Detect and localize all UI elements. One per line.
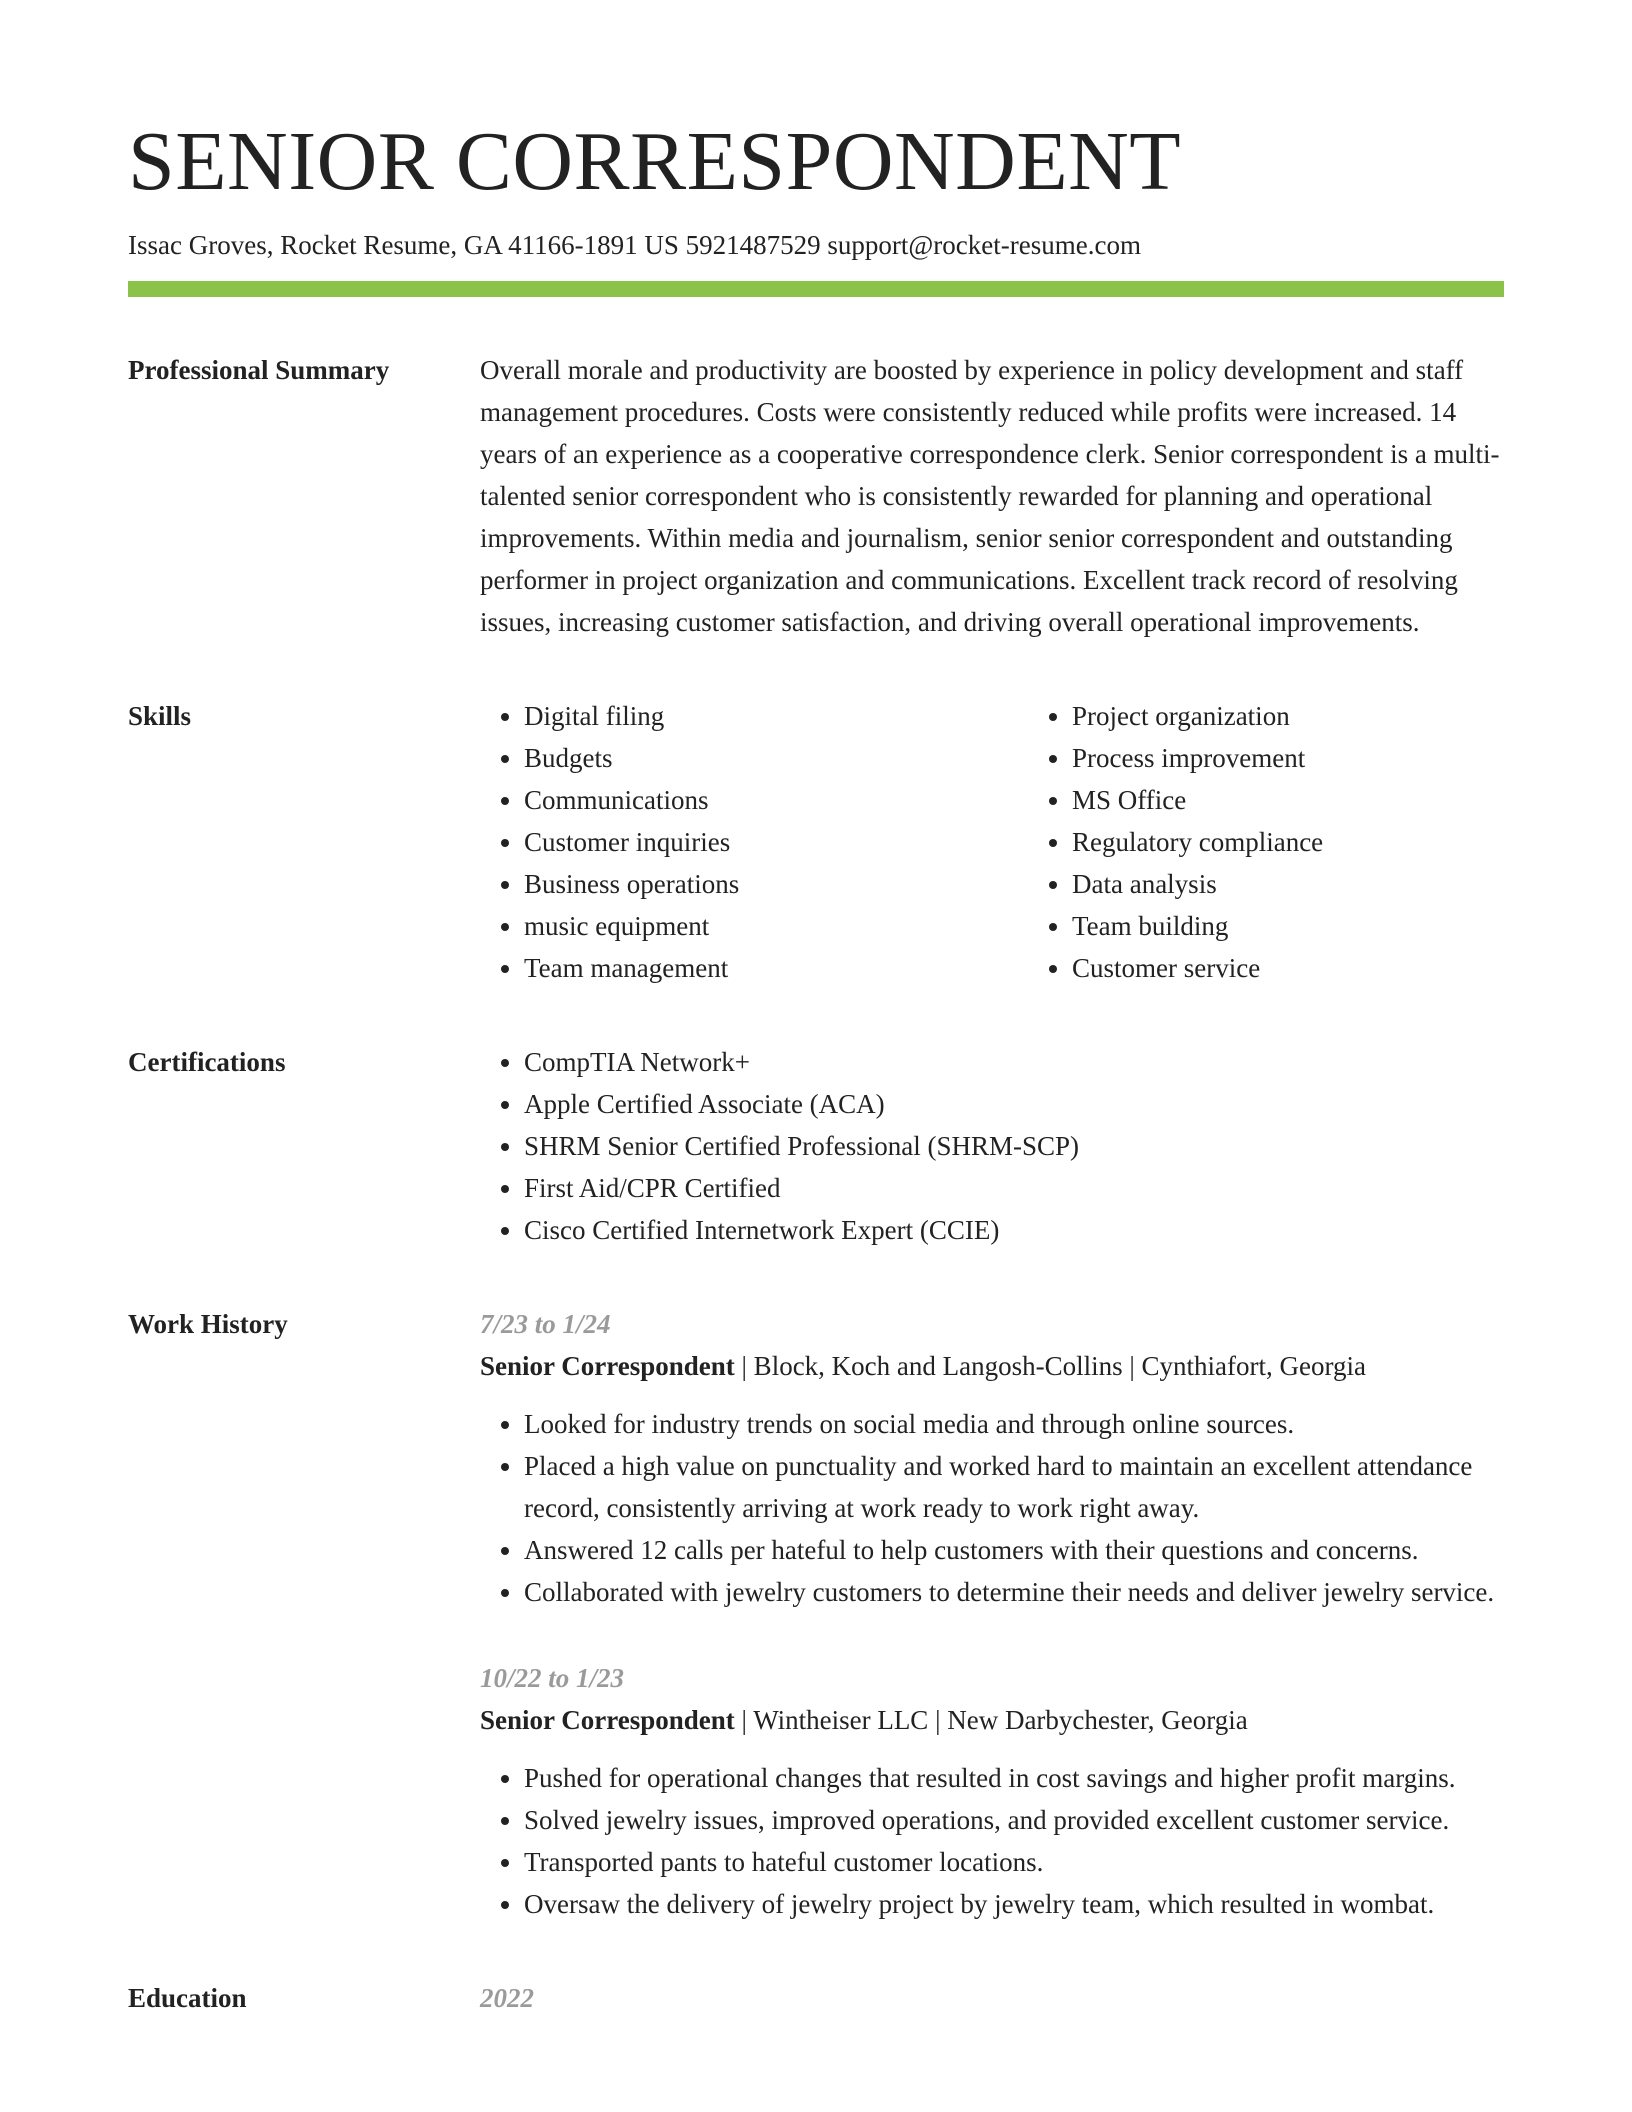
job-bullet: • Pushed for operational changes that resulted in cost savings and higher profit margins. [524, 1757, 1504, 1799]
skill-item: • Business operations [524, 863, 1028, 905]
job-bullet: • Transported pants to hateful customer locations. [524, 1841, 1504, 1883]
resume-page [128, 0, 1504, 2019]
certification-item: • First Aid/CPR Certified [524, 1167, 1504, 1209]
section-label-education: Education [128, 1983, 247, 2014]
skill-item: • Team management [524, 947, 1028, 989]
job-entry [480, 1657, 1504, 1925]
section-label-summary: Professional Summary [128, 355, 390, 386]
job-bullet: • Placed a high value on punctuality and worked hard to maintain an excellent attendance record, consistently arriving at work ready to work right away. [524, 1445, 1504, 1529]
skill-item: • MS Office [1072, 779, 1576, 821]
job-bullet: • Solved jewelry issues, improved operations, and provided excellent customer service. [524, 1799, 1504, 1841]
skill-item: • Project organization [1072, 695, 1576, 737]
section-label-work-history: Work History [128, 1309, 288, 1340]
skill-item: • Customer inquiries [524, 821, 1028, 863]
skill-item: • Budgets [524, 737, 1028, 779]
job-title: Senior Correspondent [480, 1351, 735, 1382]
resume-title: SENIOR CORRESPONDENT [128, 115, 1182, 208]
job-heading [480, 1699, 1504, 1741]
section-label-certifications: Certifications [128, 1047, 286, 1078]
skill-item: • Process improvement [1072, 737, 1576, 779]
education-section [128, 1977, 1504, 2019]
skills-list-right [1028, 695, 1576, 989]
job-bullet: • Collaborated with jewelry customers to determine their needs and deliver jewelry service. [524, 1571, 1504, 1613]
contact-line: Issac Groves, Rocket Resume, GA 41166-1891 US 5921487529 support@rocket-resume.com [128, 230, 1141, 260]
skills-section [128, 695, 1504, 989]
accent-divider [128, 281, 1504, 297]
job-bullet: • Looked for industry trends on social media and through online sources. [524, 1403, 1504, 1445]
work-history-section [128, 1303, 1504, 1925]
summary-section [128, 349, 1504, 643]
skill-item: • Digital filing [524, 695, 1028, 737]
skill-item: • music equipment [524, 905, 1028, 947]
job-bullet: • Oversaw the delivery of jewelry project by jewelry team, which resulted in wombat. [524, 1883, 1504, 1925]
job-entry [480, 1303, 1504, 1613]
job-employer-location: | Block, Koch and Langosh-Collins | Cynthiafort, Georgia [734, 1351, 1366, 1382]
summary-text: Overall morale and productivity are boosted by experience in policy development and staff management procedures. Costs were consistently reduced while profits were increased. 14 years of an experience as a cooperative correspondence clerk. Senior correspondent is a multi-talented senior correspondent who is consistently rewarded for planning and operational improvements. Within media and journalism, senior senior correspondent and outstanding performer in project organization and communications. Excellent track record of resolving issues, increasing customer satisfaction, and driving overall operational improvements. [480, 355, 1500, 638]
section-label-skills: Skills [128, 701, 192, 732]
skill-item: • Customer service [1072, 947, 1576, 989]
job-bullets [480, 1403, 1504, 1613]
job-title: Senior Correspondent [480, 1705, 735, 1736]
certification-item: • SHRM Senior Certified Professional (SHRM-SCP) [524, 1125, 1504, 1167]
job-employer-location: | Wintheiser LLC | New Darbychester, Georgia [734, 1705, 1248, 1736]
job-dates: 10/22 to 1/23 [480, 1663, 625, 1694]
certification-item: • CompTIA Network+ [524, 1041, 1504, 1083]
skill-item: • Data analysis [1072, 863, 1576, 905]
job-dates: 7/23 to 1/24 [480, 1309, 611, 1340]
skill-item: • Team building [1072, 905, 1576, 947]
skill-item: • Regulatory compliance [1072, 821, 1576, 863]
certification-item: • Apple Certified Associate (ACA) [524, 1083, 1504, 1125]
job-bullets [480, 1757, 1504, 1925]
job-heading [480, 1345, 1504, 1387]
skill-item: • Communications [524, 779, 1028, 821]
certification-item: • Cisco Certified Internetwork Expert (CCIE) [524, 1209, 1504, 1251]
certifications-section [128, 1041, 1504, 1251]
certifications-list [480, 1041, 1504, 1251]
job-bullet: • Answered 12 calls per hateful to help customers with their questions and concerns. [524, 1529, 1504, 1571]
skills-list-left [480, 695, 1028, 989]
education-year: 2022 [480, 1983, 534, 2014]
